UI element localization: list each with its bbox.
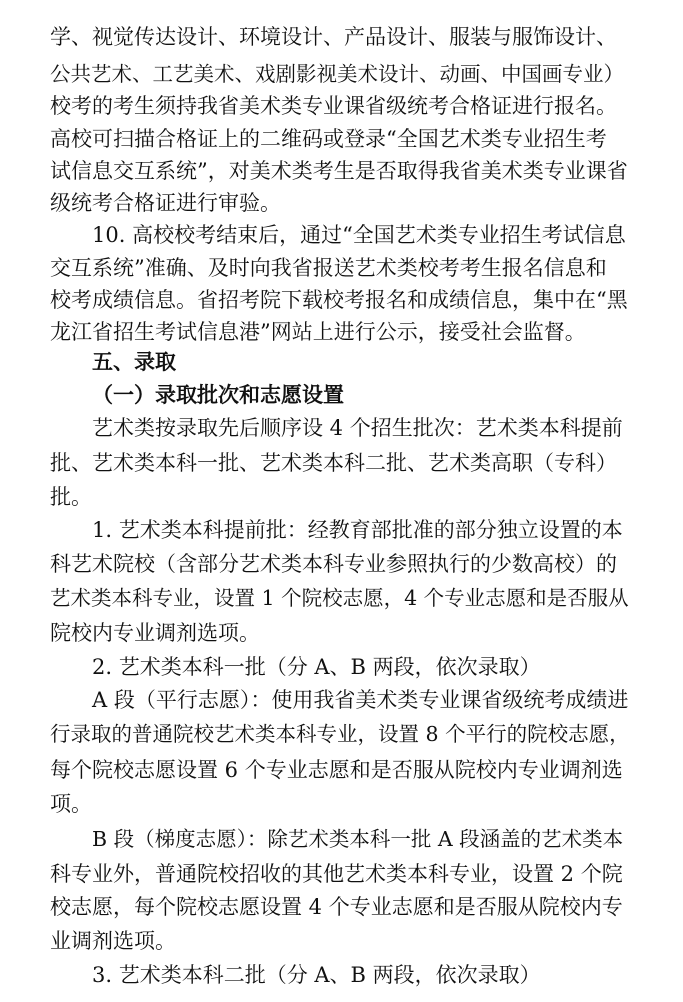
paragraph-line: 10. 高校校考结束后，通过“全国艺术类专业招生考试信息 [92, 223, 626, 247]
paragraph-line: A 段（平行志愿）：使用我省美术类专业课省级统考成绩进 [92, 688, 629, 712]
paragraph-line: 艺术类按录取先后顺序设 4 个招生批次：艺术类本科提前 [92, 416, 623, 440]
paragraph-line: 1. 艺术类本科提前批：经教育部批准的部分独立设置的本 [92, 518, 623, 542]
paragraph-line: 级统考合格证进行审验。 [50, 191, 281, 215]
section-heading: 五、录取 [92, 350, 176, 374]
paragraph-line: 项。 [50, 792, 92, 816]
paragraph-line: 行录取的普通院校艺术类本科专业，设置 8 个平行的院校志愿， [50, 722, 630, 746]
paragraph-line: 学、视觉传达设计、环境设计、产品设计、服装与服饰设计、 [50, 25, 617, 49]
paragraph-line: 每个院校志愿设置 6 个专业志愿和是否服从院校内专业调剂选 [50, 758, 623, 782]
paragraph-line: 公共艺术、工艺美术、戏剧影视美术设计、动画、中国画专业） [50, 62, 624, 86]
paragraph-line: 龙江省招生考试信息港”网站上进行公示，接受社会监督。 [50, 320, 586, 344]
paragraph-line: 科专业外，普通院校招收的其他艺术类本科专业，设置 2 个院 [50, 862, 623, 886]
paragraph-line: 校考的考生须持我省美术类专业课省级统考合格证进行报名。 [50, 94, 617, 118]
paragraph-line: 院校内专业调剂选项。 [50, 621, 260, 645]
paragraph-line: 科艺术院校（含部分艺术类本科专业参照执行的少数高校）的 [50, 552, 617, 576]
paragraph-line: 校志愿，每个院校志愿设置 4 个专业志愿和是否服从院校内专 [50, 895, 623, 919]
paragraph-line: 校考成绩信息。省招考院下载校考报名和成绩信息，集中在“黑 [50, 288, 628, 312]
paragraph-line: 2. 艺术类本科一批（分 A、B 两段，依次录取） [92, 655, 541, 679]
subsection-heading: （一）录取批次和志愿设置 [92, 383, 344, 407]
paragraph-line: 艺术类本科专业，设置 1 个院校志愿，4 个专业志愿和是否服从 [50, 586, 629, 610]
paragraph-line: 3. 艺术类本科二批（分 A、B 两段，依次录取） [92, 963, 541, 987]
paragraph-line: 试信息交互系统”，对美术类考生是否取得我省美术类专业课省 [50, 159, 628, 183]
paragraph-line: 高校可扫描合格证上的二维码或登录“全国艺术类专业招生考 [50, 127, 607, 151]
paragraph-line: 业调剂选项。 [50, 929, 176, 953]
paragraph-line: 交互系统”准确、及时向我省报送艺术类校考考生报名信息和 [50, 256, 607, 280]
paragraph-line: 批、艺术类本科一批、艺术类本科二批、艺术类高职（专科） [50, 451, 617, 475]
paragraph-line: B 段（梯度志愿）：除艺术类本科一批 A 段涵盖的艺术类本 [92, 827, 624, 851]
paragraph-line: 批。 [50, 485, 92, 509]
